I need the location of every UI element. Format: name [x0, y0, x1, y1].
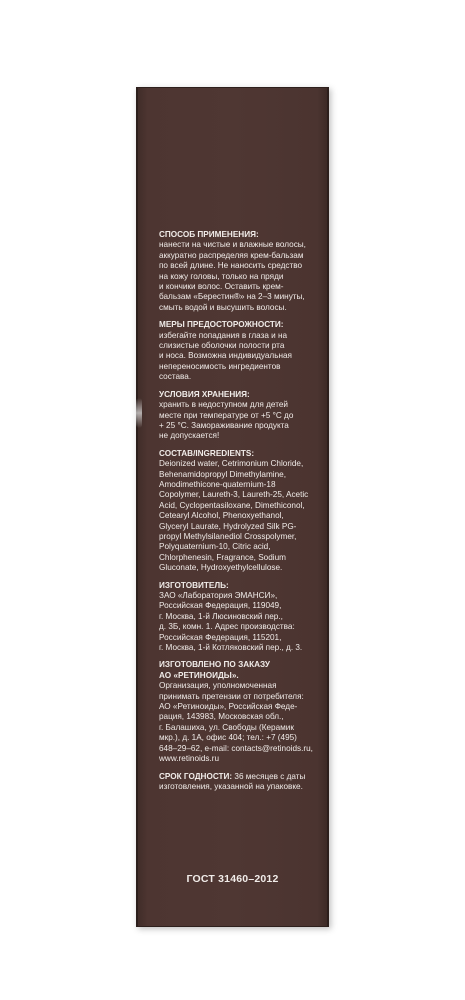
usage-section	[159, 230, 323, 313]
precautions-section	[159, 320, 323, 382]
box-reflection-highlight	[136, 398, 142, 428]
manufacturer-heading: ИЗГОТОВИТЕЛЬ:	[159, 580, 229, 590]
box-right-edge	[327, 87, 329, 927]
manufacturer-text: ЗАО «Лаборатория ЭМАНСИ», Российская Федерация, 119049, г. Москва, 1-й Люсиновский пер., д. 3Б, комн. 1. Адрес производства: Российская Федерация, 115201, г. Москва, 1-й Котляковский пер., д. 3.	[159, 591, 303, 653]
precautions-heading: МЕРЫ ПРЕДОСТОРОЖНОСТИ:	[159, 320, 284, 330]
shelf-life-text: 36 месяцев с даты изготовления, указанной на упаковке.	[159, 771, 306, 791]
shelf-life-heading: СРОК ГОДНОСТИ:	[159, 771, 233, 781]
storage-section	[159, 390, 323, 442]
manufacturer-section	[159, 581, 323, 654]
ingredients-heading: СОСТАВ/INGREDIENTS:	[159, 448, 255, 458]
ingredients-text: Deionized water, Cetrimonium Chloride, Behenamidopropyl Dimethylamine, Amodimethicone-quaternium-18 Copolymer, Laureth-3, Laureth-25, Acetic Acid, Cyclopentasiloxane, Dimethiconol, Cetearyl Alcohol, Phenoxyethanol, Glyceryl Laurate, Hydrolyzed Silk PG- propyl Methylsilanediol Crosspolymer, Polyquaternium-10, Citric acid, Chlorphenesin, Fragrance, Sodium Gluconate, Hydroxyethylcellulose.	[159, 459, 309, 573]
ordered-by-heading: ИЗГОТОВЛЕНО ПО ЗАКАЗУ АО «РЕТИНОИДЫ».	[159, 660, 270, 680]
usage-text: нанести на чистые и влажные волосы, аккуратно распределяя крем-бальзам по всей длине. Не наносить средство на кожу головы, только на пряди и кончики волос. Оставить крем- бальзам «Берестин®» на 2–3 минуты, смыть водой и высушить волосы.	[159, 240, 306, 312]
ingredients-section	[159, 449, 323, 574]
precautions-text: избегайте попадания в глаза и на слизистые оболочки полости рта и носа. Возможна индивидуальная непереносимость ингредиентов состава.	[159, 330, 292, 382]
storage-text: хранить в недоступном для детей месте при температуре от +5 °С до + 25 °С. Замораживание продукта не допускается!	[159, 400, 294, 441]
shelf-life-section	[159, 772, 323, 793]
label-text-block	[159, 230, 323, 799]
ordered-by-text: Организация, уполномоченная принимать претензии от потребителя: АО «Ретиноиды», Российская Феде- рация, 143983, Московская обл., г. Балашиха, ул. Свободы (Керамик мкр.), д. 1А, офис 404; тел.: +7 (495) 648–29–62, e-mail: contacts@retinoids.ru, www.retinoids.ru	[159, 681, 313, 764]
storage-heading: УСЛОВИЯ ХРАНЕНИЯ:	[159, 389, 250, 399]
usage-heading: СПОСОБ ПРИМЕНЕНИЯ:	[159, 230, 259, 239]
ordered-by-section	[159, 660, 323, 764]
gost-standard-label: ГОСТ 31460–2012	[186, 873, 279, 885]
box-left-edge	[136, 87, 138, 927]
